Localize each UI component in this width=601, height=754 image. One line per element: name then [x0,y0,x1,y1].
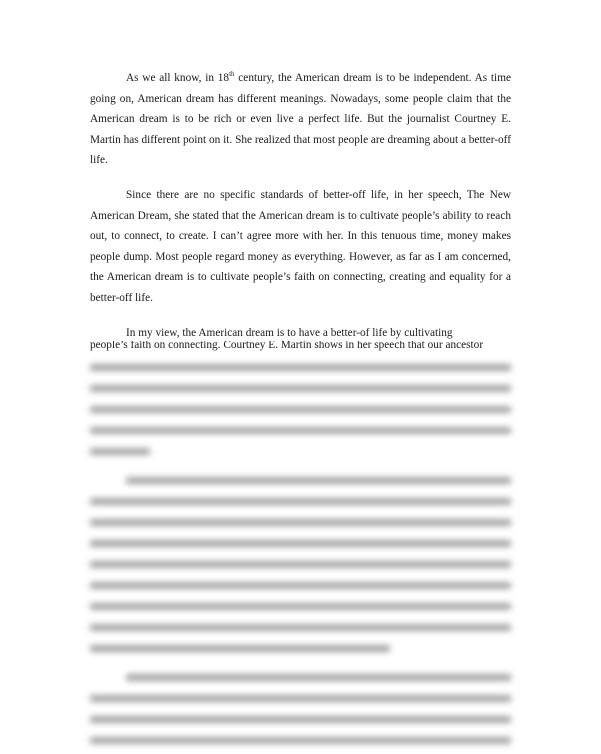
blurred-line [90,427,511,434]
blurred-line [90,737,511,744]
document-body [90,68,511,357]
partially-visible-line [90,341,511,352]
blurred-line [90,645,390,652]
blurred-line [90,716,511,723]
blurred-line [90,498,511,505]
blurred-line [90,519,511,526]
blurred-line [90,624,511,631]
blurred-line [126,674,511,681]
paragraph-1-rest: century, the American dream is to be independent. As time going on, American dream has different meanings. Nowadays, some people claim that the American dream is to be rich or even live a perfect life. But the journalist Courtney E. Martin has different point on it. She realized that most people are dreaming about a better-off life. [90,72,511,167]
blurred-line [90,582,511,589]
blurred-line [90,406,511,413]
blurred-line [90,540,511,547]
blurred-line [90,364,511,371]
partially-visible-line-text: people’s faith on connecting. Courtney E. Martin shows in her speech that our ancestor [90,341,484,351]
blurred-line [90,561,511,568]
paragraph-1-start: As we all know, in 18 [126,72,230,84]
paragraph-3: In my view, the American dream is to have a better-of life by cultivating [126,326,453,339]
paragraph-1 [90,68,511,171]
blurred-content [90,354,511,754]
paragraph-2: Since there are no specific standards of better-off life, in her speech, The New American Dream, she stated that the American dream is to cultivate people’s ability to reach out, to connect, to create. I can’t agree more with her. In this tenuous time, money makes people dump. Most people regard money as everything. However, as far as I am concerned, the American dream is to cultivate people’s faith on connecting, creating and equality for a better-off life. [90,188,511,304]
blurred-line [90,695,511,702]
ordinal-superscript: th [229,70,235,79]
blurred-line [90,385,511,392]
blurred-line [90,603,511,610]
blurred-line [126,477,511,484]
blurred-line [90,448,150,455]
